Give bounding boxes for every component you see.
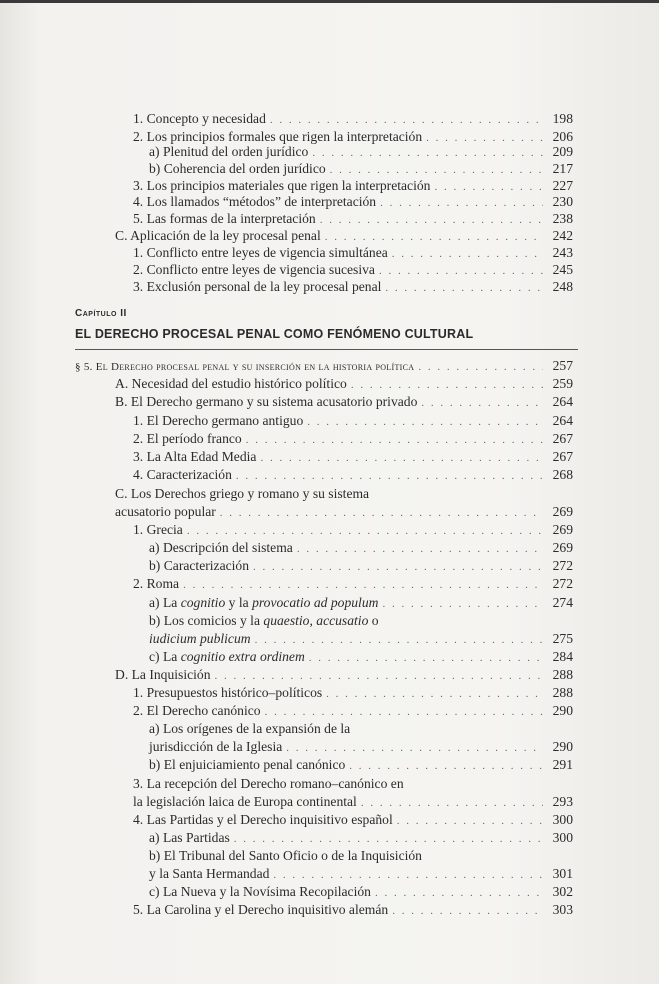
toc-page-number: 206 xyxy=(552,129,573,144)
toc-page-number: 267 xyxy=(552,449,573,464)
toc-entry-text: iudicium publicum xyxy=(149,631,251,646)
leader-dots xyxy=(265,703,543,721)
toc-page-number: 300 xyxy=(552,812,573,827)
leader-dots xyxy=(246,431,543,449)
leader-dots xyxy=(349,757,543,775)
toc-entry-text: 5. Las formas de la interpretación xyxy=(133,211,316,226)
toc-page-number: 245 xyxy=(552,262,573,277)
toc-page-number: 288 xyxy=(552,667,573,682)
leader-dots xyxy=(309,649,543,667)
toc-entry-text: 3. Exclusión personal de la ley procesal penal xyxy=(133,279,382,294)
toc-entry-text: acusatorio popular xyxy=(115,504,216,519)
toc-entry[interactable] xyxy=(115,375,573,394)
toc-entry-text: 2. Los principios formales que rigen la interpretación xyxy=(133,129,423,144)
toc-page-number: 272 xyxy=(552,558,573,573)
toc-page-number: 238 xyxy=(552,211,573,226)
leader-dots xyxy=(215,667,543,685)
toc-page-number: 300 xyxy=(552,830,573,845)
toc-section-text: § 5. El Derecho procesal penal y su inserción en la historia política xyxy=(75,361,415,373)
toc-page-number: 302 xyxy=(552,884,573,899)
toc-entry-text: 5. La Carolina y el Derecho inquisitivo alemán xyxy=(133,902,389,917)
toc-entry[interactable] xyxy=(115,503,573,522)
toc-entry-text: b) El enjuiciamiento penal canónico xyxy=(149,757,346,772)
toc-entry[interactable] xyxy=(115,393,573,412)
toc-entry[interactable] xyxy=(133,466,573,485)
leader-dots xyxy=(253,558,543,576)
scan-edge xyxy=(0,0,659,3)
chapter-rule xyxy=(75,349,578,350)
toc-entry-text: 3. La recepción del Derecho romano–canónico en xyxy=(133,776,404,791)
toc-entry-text: 1. El Derecho germano antiguo xyxy=(133,413,304,428)
toc-section-entry[interactable] xyxy=(75,357,573,376)
toc-page-number: 217 xyxy=(552,161,573,176)
toc-entry[interactable] xyxy=(149,883,573,902)
toc-page-number: 291 xyxy=(552,757,573,772)
toc-entry[interactable] xyxy=(149,594,573,613)
leader-dots xyxy=(351,376,543,394)
leader-dots xyxy=(273,866,543,884)
toc-page-number: 269 xyxy=(552,504,573,519)
leader-dots xyxy=(326,685,543,703)
toc-page-number: 303 xyxy=(552,902,573,917)
toc-entry[interactable] xyxy=(133,684,573,703)
leader-dots xyxy=(260,449,543,467)
toc-page-number: 243 xyxy=(552,245,573,260)
toc-entry-text: C. Los Derechos griego y romano y su sistema xyxy=(115,486,370,501)
toc-page-number: 268 xyxy=(552,467,573,482)
leader-dots xyxy=(392,902,543,920)
toc-entry-text: y la Santa Hermandad xyxy=(149,866,270,881)
toc-page-number: 259 xyxy=(552,376,573,391)
toc-entry[interactable] xyxy=(149,557,573,576)
toc-page-number: 272 xyxy=(552,576,573,591)
toc-entry-text: la legislación laica de Europa continental xyxy=(133,794,357,809)
leader-dots xyxy=(307,413,543,431)
toc-page-number: 248 xyxy=(552,279,573,294)
leader-dots xyxy=(297,540,543,558)
toc-page-number: 274 xyxy=(552,595,573,610)
toc-entry[interactable] xyxy=(149,648,573,667)
toc-page-number: 227 xyxy=(552,178,573,193)
toc-page-number: 284 xyxy=(552,649,573,664)
toc-page-number: 288 xyxy=(552,685,573,700)
toc-entry-text: jurisdicción de la Iglesia xyxy=(149,739,283,754)
toc-entry[interactable] xyxy=(133,575,573,594)
toc-entry-text: B. El Derecho germano y su sistema acusatorio privado xyxy=(115,394,418,409)
leader-dots xyxy=(183,576,543,594)
leader-dots xyxy=(385,279,543,297)
leader-dots xyxy=(286,739,543,757)
toc-page-number: 242 xyxy=(552,228,573,243)
toc-entry-text: 1. Grecia xyxy=(133,522,183,537)
leader-dots xyxy=(234,830,543,848)
toc-page-number: 264 xyxy=(552,394,573,409)
toc-entry[interactable] xyxy=(149,738,573,757)
leader-dots xyxy=(255,631,543,649)
toc-entry[interactable] xyxy=(133,901,573,920)
toc-page-number: 269 xyxy=(552,522,573,537)
toc-page-number: 264 xyxy=(552,413,573,428)
toc-entry-text: a) Plenitud del orden jurídico xyxy=(149,144,309,159)
toc-entry-text: b) El Tribunal del Santo Oficio o de la Inquisición xyxy=(149,848,422,863)
leader-dots xyxy=(375,884,543,902)
leader-dots xyxy=(270,111,543,129)
toc-entry-text: C. Aplicación de la ley procesal penal xyxy=(115,228,321,243)
toc-entry-text: c) La Nueva y la Novísima Recopilación xyxy=(149,884,371,899)
toc-entry[interactable] xyxy=(133,521,573,540)
toc-entry[interactable] xyxy=(133,412,573,431)
toc-page-number: 301 xyxy=(552,866,573,881)
toc-entry-text: 4. Las Partidas y el Derecho inquisitivo español xyxy=(133,812,393,827)
toc-entry-text: 1. Presupuestos histórico–políticos xyxy=(133,685,323,700)
leader-dots xyxy=(397,812,543,830)
toc-entry-text: 2. El período franco xyxy=(133,431,242,446)
toc-page-number: 290 xyxy=(552,739,573,754)
toc-page-number: 230 xyxy=(552,194,573,209)
toc-entry-text: a) Las Partidas xyxy=(149,830,230,845)
toc-entry-text: 3. Los principios materiales que rigen la interpretación xyxy=(133,178,431,193)
toc-page-number: 290 xyxy=(552,703,573,718)
toc-page-number: 269 xyxy=(552,540,573,555)
toc-entry[interactable] xyxy=(149,539,573,558)
toc-entry[interactable] xyxy=(133,448,573,467)
toc-entry[interactable] xyxy=(133,811,573,830)
toc-page-number: 209 xyxy=(552,144,573,159)
toc-entry-text: c) La cognitio extra ordinem xyxy=(149,649,305,664)
toc-entry[interactable] xyxy=(149,865,573,884)
toc-entry[interactable] xyxy=(133,278,573,297)
toc-entry-text: A. Necesidad del estudio histórico político xyxy=(115,376,347,391)
leader-dots xyxy=(382,595,543,613)
toc-page-number: 198 xyxy=(552,111,573,126)
toc-entry-text: a) Descripción del sistema xyxy=(149,540,293,555)
toc-entry-text: 2. Roma xyxy=(133,576,180,591)
toc-page-number: 275 xyxy=(552,631,573,646)
toc-entry[interactable] xyxy=(149,829,573,848)
toc-entry-text: 1. Concepto y necesidad xyxy=(133,111,266,126)
toc-entry-text: 2. Conflicto entre leyes de vigencia sucesiva xyxy=(133,262,375,277)
toc-entry-text: 1. Conflicto entre leyes de vigencia simultánea xyxy=(133,245,388,260)
toc-entry[interactable] xyxy=(133,702,573,721)
toc-entry[interactable] xyxy=(133,430,573,449)
toc-entry-text: a) La cognitio y la provocatio ad populum xyxy=(149,595,379,610)
leader-dots xyxy=(421,394,543,412)
toc-page-number: 257 xyxy=(552,358,573,373)
toc-entry[interactable] xyxy=(149,630,573,649)
toc-entry[interactable] xyxy=(149,756,573,775)
toc-entry-text: b) Caracterización xyxy=(149,558,250,573)
toc-page-number: 267 xyxy=(552,431,573,446)
toc-entry-text: 4. Caracterización xyxy=(133,467,232,482)
leader-dots xyxy=(187,522,543,540)
toc-entry-text: 4. Los llamados “métodos” de interpretación xyxy=(133,194,377,209)
toc-entry-text: 2. El Derecho canónico xyxy=(133,703,261,718)
toc-entry-text: a) Los orígenes de la expansión de la xyxy=(149,721,351,736)
toc-entry-text: D. La Inquisición xyxy=(115,667,211,682)
chapter-title: EL DERECHO PROCESAL PENAL COMO FENÓMENO CULTURAL xyxy=(75,327,474,341)
leader-dots xyxy=(236,467,543,485)
toc-entry-text: 3. La Alta Edad Media xyxy=(133,449,257,464)
toc-entry[interactable] xyxy=(133,110,573,129)
toc-entry[interactable] xyxy=(133,793,573,812)
toc-entry[interactable] xyxy=(115,666,573,685)
leader-dots xyxy=(418,358,543,376)
toc-entry-text: b) Coherencia del orden jurídico xyxy=(149,161,326,176)
leader-dots xyxy=(361,794,543,812)
toc-page-number: 293 xyxy=(552,794,573,809)
leader-dots xyxy=(220,504,543,522)
chapter-label: Capítulo II xyxy=(75,308,127,319)
toc-entry-text: b) Los comicios y la quaestio, accusatio o xyxy=(149,613,379,628)
